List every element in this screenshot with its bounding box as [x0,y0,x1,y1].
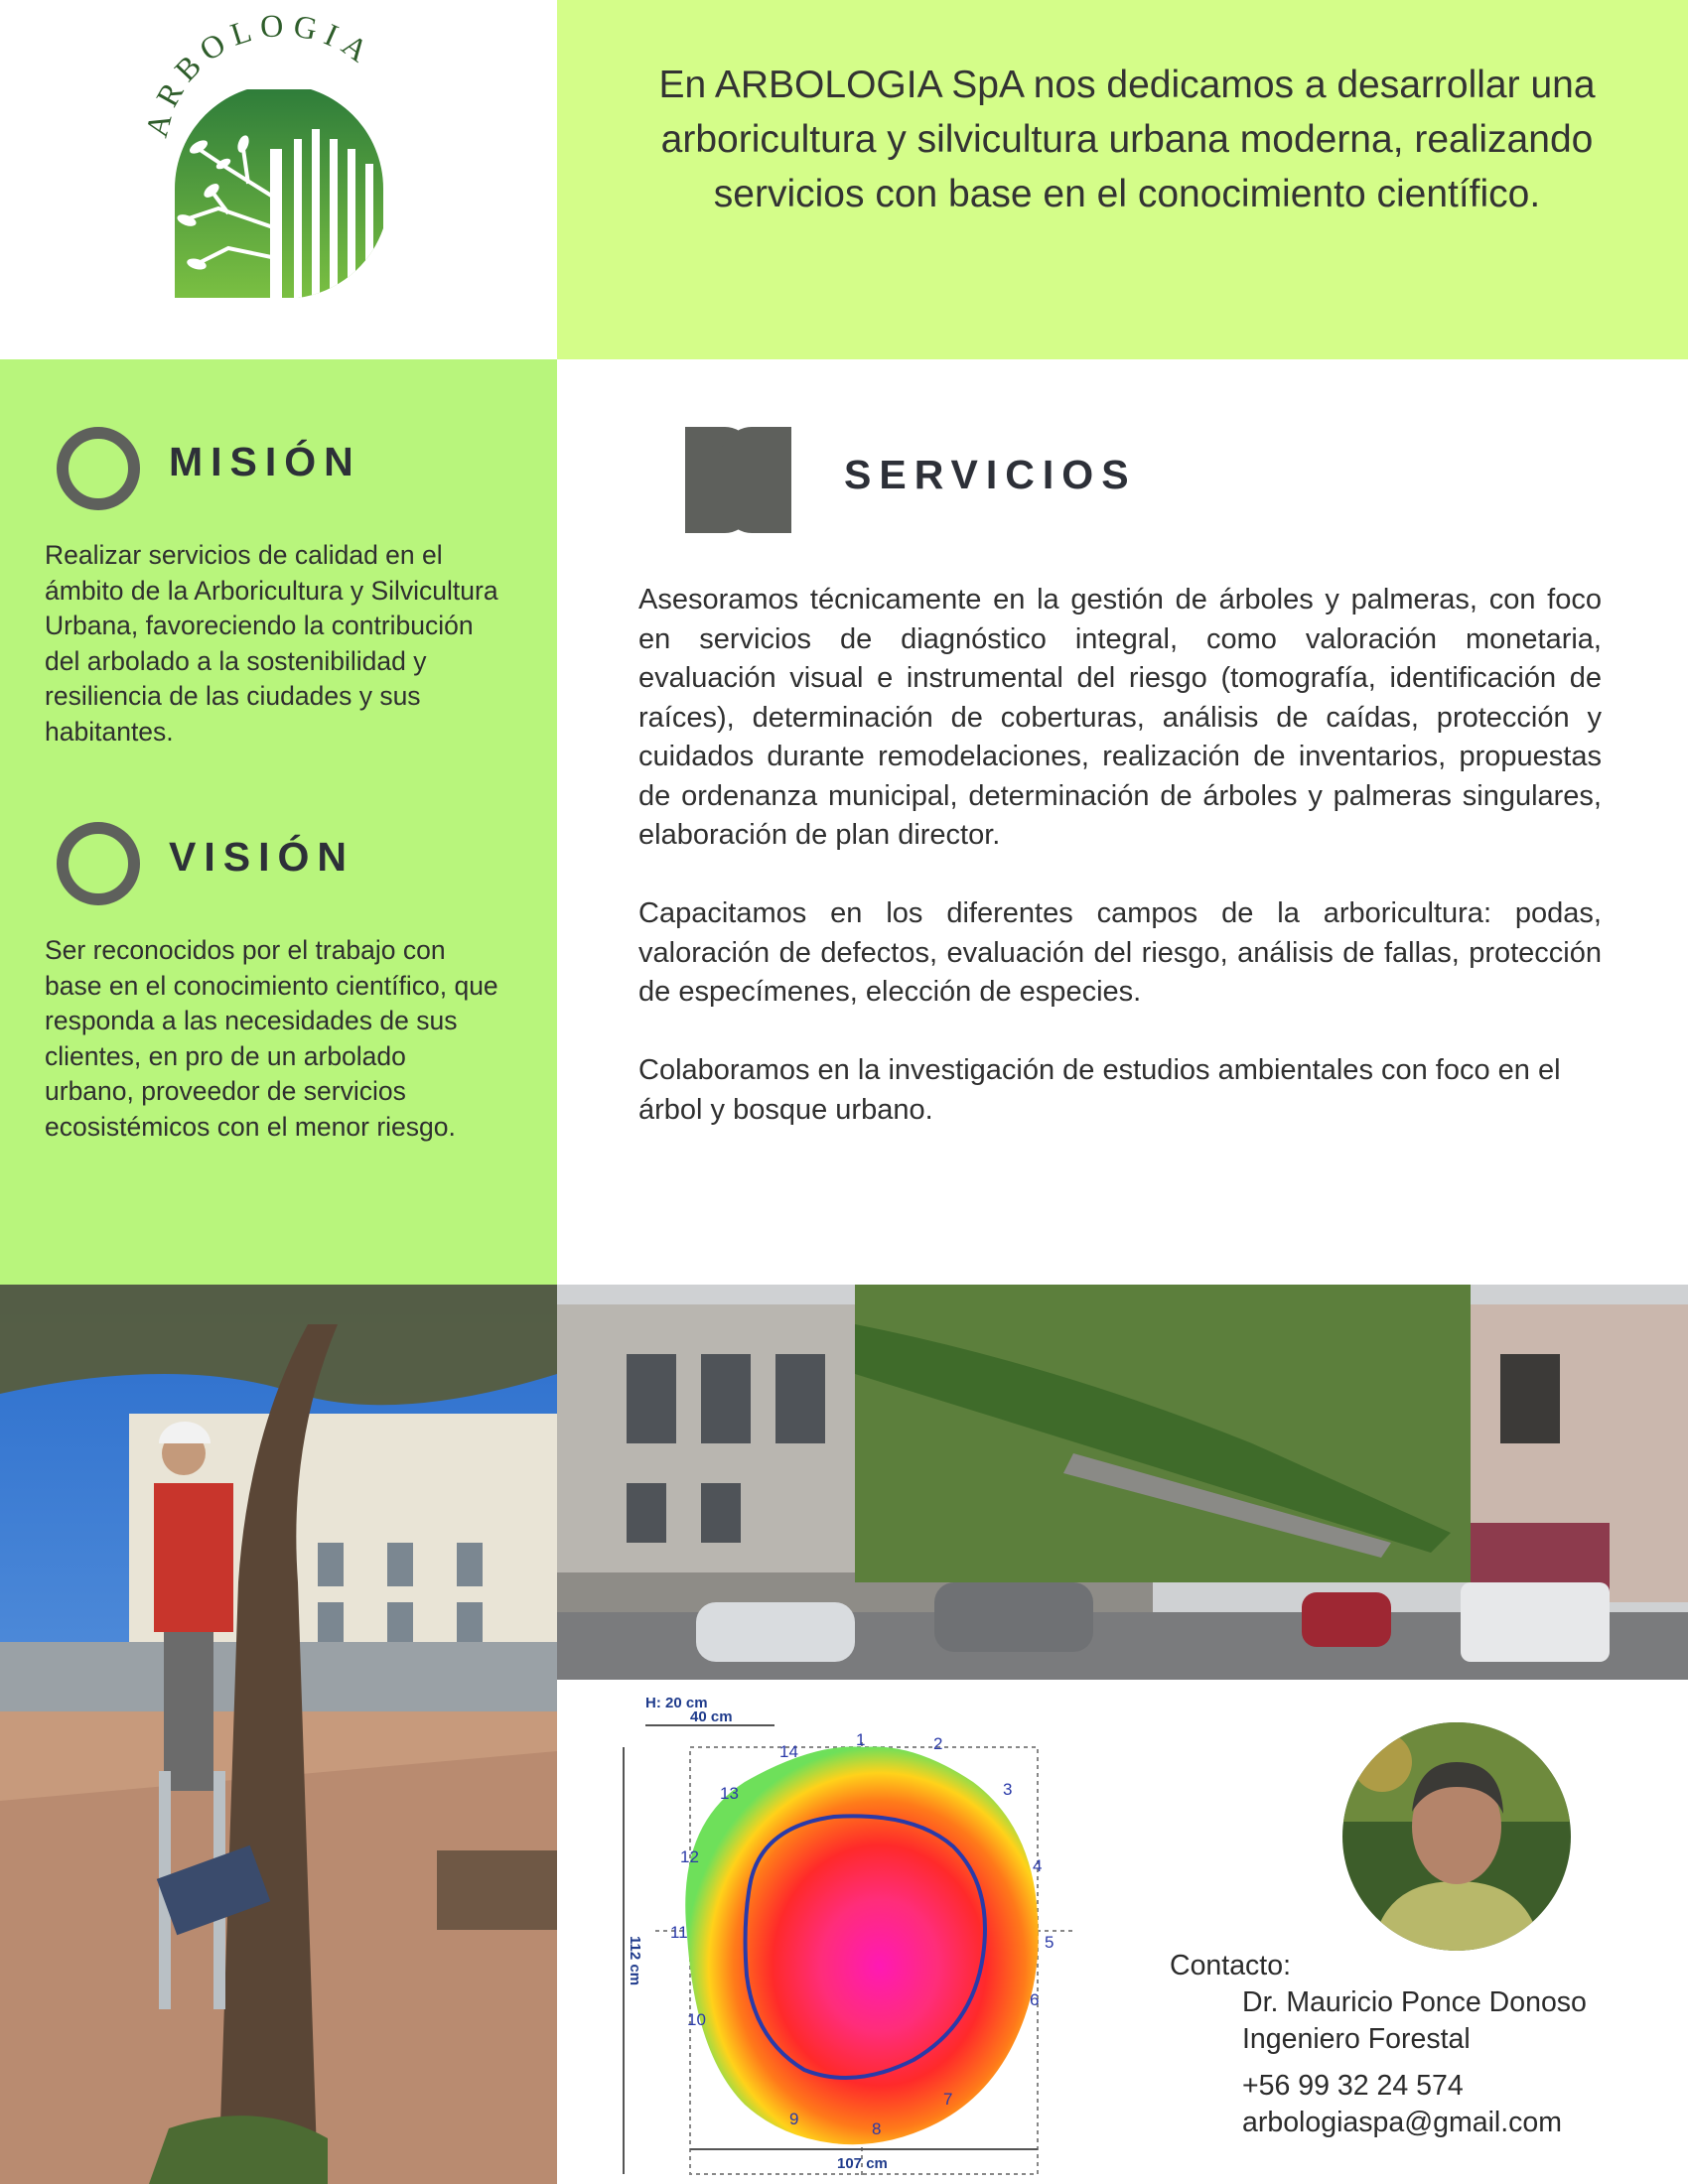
tomo-scale-label: 40 cm [690,1708,733,1725]
servicios-paragraph-1: Asesoramos técnicamente en la gestión de árboles y palmeras, con foco en servicios de diagnóstico integral, como valoración monetaria, evaluación visual e instrumental del riesgo (tomografía, identificación de raíces), determinación de coberturas, análisis de caídas, protección y cuidados durante remodelaciones, realización de inventarios, propuestas de ordenanza municipal, determinación de árboles y palmeras singulares, elaboración de plan director. [638,584,1602,851]
mision-title: MISIÓN [169,439,361,484]
servicios-paragraph-3: Colaboramos en la investigación de estudios ambientales con foco en el árbol y bosque urbano. [638,1054,1561,1126]
arbologia-logo [0,0,557,359]
servicios-title: SERVICIOS [844,452,1137,497]
intro-text: En ARBOLOGIA SpA nos dedicamos a desarrollar una arboricultura y silvicultura urbana moderna, realizando servicios con base en el conocimiento científico. [658,64,1596,215]
tomo-side-label: 112 cm [627,1936,643,1986]
tomo-point-7: 7 [943,2090,953,2109]
mision-ring-icon [57,427,140,510]
tomo-point-2: 2 [933,1734,943,1753]
tomo-point-1: 1 [856,1730,866,1749]
tomo-bottom-label: 107 cm [837,2155,888,2172]
contact-email[interactable]: arbologiaspa@gmail.com [1242,2107,1563,2138]
tomography-chart [596,1688,1092,2184]
tomo-point-12: 12 [680,1847,699,1866]
mision-text: Realizar servicios de calidad en el ámbito de la Arboricultura y Silvicultura Urbana, favoreciendo la contribución del arbolado a la sostenibilidad y resiliencia de las ciudades y sus habitantes. [45,540,498,747]
tomo-point-10: 10 [687,2010,706,2029]
contact-role: Ingeniero Forestal [1242,2023,1471,2055]
tomo-point-3: 3 [1003,1780,1013,1799]
tomo-point-6: 6 [1030,1990,1040,2009]
arborist-photo [0,1285,557,2184]
tomo-height-label: H: 20 cm [645,1695,708,1711]
tomo-point-5: 5 [1045,1933,1055,1952]
tomo-point-14: 14 [779,1742,798,1761]
tomo-point-11: 11 [670,1923,688,1942]
servicios-icon [685,427,791,533]
vision-text: Ser reconocidos por el trabajo con base en el conocimiento científico, que responda a las necesidades de sus clientes, en pro de un arbolado urbano, proveedor de servicios ecosistémicos con el menor riesgo. [45,935,498,1142]
fallen-tree-photo [557,1285,1688,1680]
tomo-point-9: 9 [789,2110,799,2128]
logo-text: ARBOLOGIA [137,6,382,141]
contact-name: Dr. Mauricio Ponce Donoso [1242,1986,1587,2018]
vision-ring-icon [57,822,140,905]
servicios-paragraph-2: Capacitamos en los diferentes campos de la arboricultura: podas, valoración de defectos, evaluación del riesgo, análisis de fallas, protección de especímenes, elección de especies. [638,897,1602,1008]
tomo-point-4: 4 [1033,1856,1043,1875]
tomo-point-8: 8 [872,2119,882,2138]
contact-phone: +56 99 32 24 574 [1242,2070,1464,2102]
contact-block [1170,1948,1666,2141]
tomo-point-13: 13 [720,1784,739,1803]
logo-panel [0,0,557,359]
contact-avatar [1342,1722,1571,1951]
vision-title: VISIÓN [169,834,354,880]
contact-label: Contacto: [1170,1950,1291,1981]
